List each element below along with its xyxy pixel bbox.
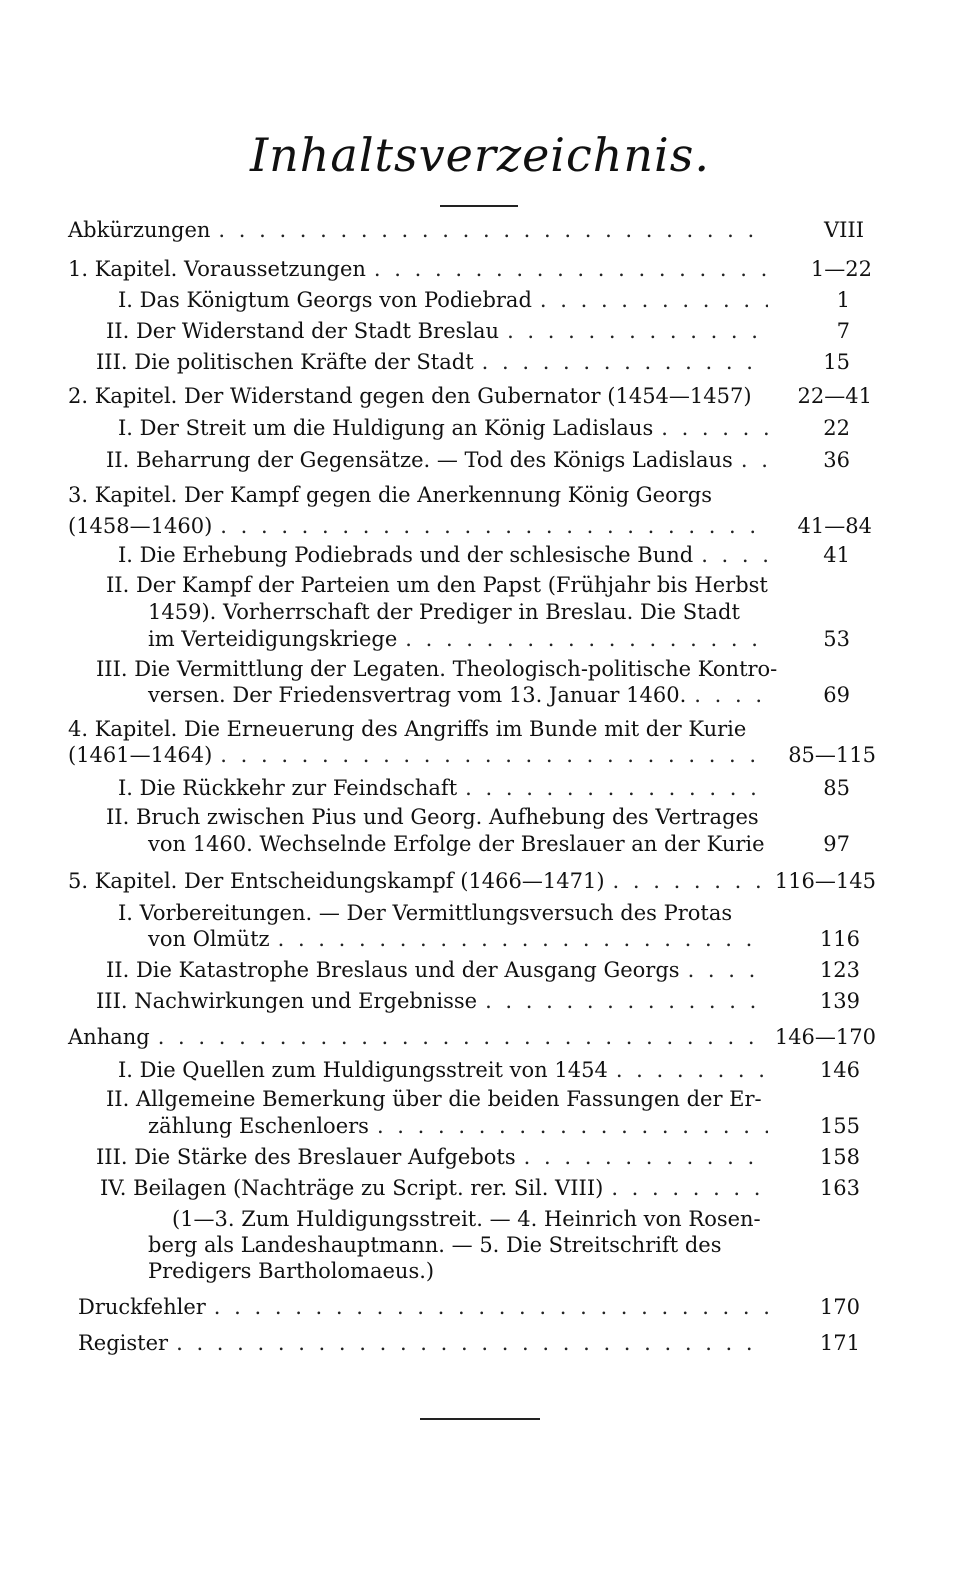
toc-entry-4-I[interactable] — [118, 773, 768, 804]
toc-label: 4. Kapitel. Die Erneuerung des Angriffs im Bunde mit der Kurie — [68, 717, 747, 741]
toc-page: 1—22 — [810, 257, 872, 281]
toc-page: 123 — [819, 958, 860, 982]
toc-label: I. Der Streit um die Huldigung an König Ladislaus — [118, 416, 654, 440]
toc-page: 1 — [836, 288, 850, 312]
toc-entry-3-II[interactable] — [148, 624, 768, 655]
toc-entry-kapitel-3[interactable] — [68, 511, 768, 542]
toc-label: II. Der Kampf der Parteien um den Papst (Frühjahr bis Herbst — [106, 573, 768, 597]
toc-entry-anhang-III[interactable] — [96, 1142, 768, 1173]
toc-page: 116—145 — [774, 869, 876, 893]
toc-entry-abkuerzungen[interactable] — [68, 215, 768, 246]
toc-entry-2-I[interactable] — [118, 413, 768, 444]
toc-label: Druckfehler — [78, 1295, 206, 1319]
toc-label: II. Beharrung der Gegensätze. — Tod des Königs Ladislaus — [106, 448, 733, 472]
toc-page: 7 — [836, 319, 850, 343]
toc-label: 2. Kapitel. Der Widerstand gegen den Gubernator (1454—1457) — [68, 384, 752, 408]
toc-label: 1. Kapitel. Voraussetzungen — [68, 257, 366, 281]
toc-page: 85 — [823, 776, 850, 800]
toc-entry-5-II[interactable] — [106, 955, 768, 986]
toc-entry-druckfehler[interactable] — [78, 1292, 768, 1323]
toc-label: II. Allgemeine Bemerkung über die beiden Fassungen der Er- — [106, 1087, 762, 1111]
toc-label: I. Die Rückkehr zur Feindschaft — [118, 776, 458, 800]
toc-page: 170 — [819, 1295, 860, 1319]
toc-entry-1-I[interactable] — [118, 285, 768, 316]
toc-page: 116 — [819, 927, 860, 951]
toc-label: III. Die Vermittlung der Legaten. Theologisch-politische Kontro- — [96, 657, 778, 681]
toc-sublist-cont: Predigers Bartholomaeus.) — [148, 1259, 435, 1283]
toc-entry-anhang-I[interactable] — [118, 1055, 768, 1086]
toc-page: 22—41 — [797, 384, 872, 408]
toc-label: Anhang — [68, 1025, 150, 1049]
toc-label: II. Der Widerstand der Stadt Breslau — [106, 319, 500, 343]
toc-sublist-cont: berg als Landeshauptmann. — 5. Die Streitschrift des — [148, 1233, 722, 1257]
toc-entry-1-III[interactable] — [96, 347, 768, 378]
toc-page: 41—84 — [797, 514, 872, 538]
toc-label: 3. Kapitel. Der Kampf gegen die Anerkennung König Georgs — [68, 483, 712, 507]
toc-page: 85—115 — [788, 743, 876, 767]
toc-page: VIII — [823, 218, 864, 242]
toc-entry-3-I[interactable] — [118, 540, 768, 571]
toc-page: 158 — [819, 1145, 860, 1169]
title-rule — [440, 205, 518, 207]
toc-entry-kapitel-5[interactable] — [68, 866, 768, 897]
toc-entry-anhang-II[interactable] — [148, 1111, 768, 1142]
toc-label: 5. Kapitel. Der Entscheidungskampf (1466—1471) — [68, 869, 605, 893]
toc-page: 22 — [823, 416, 850, 440]
toc-page: 146—170 — [774, 1025, 876, 1049]
toc-entry-4-II[interactable] — [148, 829, 768, 860]
toc-label: II. Die Katastrophe Breslaus und der Ausgang Georgs — [106, 958, 680, 982]
toc-label: III. Die politischen Kräfte der Stadt — [96, 350, 474, 374]
page-title: Inhaltsverzeichnis. — [250, 128, 710, 182]
toc-label: III. Nachwirkungen und Ergebnisse — [96, 989, 478, 1013]
toc-label-cont: (1461—1464) — [68, 743, 213, 767]
end-rule — [420, 1418, 540, 1420]
toc-entry-register[interactable] — [78, 1328, 768, 1359]
toc-label-cont: zählung Eschenloers — [148, 1114, 369, 1138]
toc-label-cont: 1459). Vorherrschaft der Prediger in Breslau. Die Stadt — [148, 600, 740, 624]
toc-label: IV. Beilagen (Nachträge zu Script. rer. Sil. VIII) — [100, 1176, 604, 1200]
toc-entry-5-I[interactable] — [148, 924, 768, 955]
toc-page: 146 — [819, 1058, 860, 1082]
toc-label: I. Die Erhebung Podiebrads und der schlesische Bund — [118, 543, 694, 567]
toc-entry-3-III[interactable] — [148, 680, 768, 711]
toc-label-cont: von Olmütz — [148, 927, 270, 951]
toc-entry-kapitel-1[interactable] — [68, 254, 768, 285]
toc-entry-anhang-IV[interactable] — [100, 1173, 768, 1204]
toc-page: 36 — [823, 448, 850, 472]
toc-label: I. Das Königtum Georgs von Podiebrad — [118, 288, 532, 312]
toc-page: 97 — [823, 832, 850, 856]
toc-label-cont: (1458—1460) — [68, 514, 213, 538]
toc-label: I. Vorbereitungen. — Der Vermittlungsversuch des Protas — [118, 901, 733, 925]
toc-page: 139 — [819, 989, 860, 1013]
toc-page: 53 — [823, 627, 850, 651]
toc-label: III. Die Stärke des Breslauer Aufgebots — [96, 1145, 516, 1169]
toc-label-cont: im Verteidigungskriege — [148, 627, 398, 651]
toc-label: Abkürzungen — [68, 218, 211, 242]
toc-label: I. Die Quellen zum Huldigungsstreit von 1454 — [118, 1058, 608, 1082]
toc-page: 155 — [819, 1114, 860, 1138]
toc-label: II. Bruch zwischen Pius und Georg. Aufhebung des Vertrages — [106, 805, 759, 829]
toc-entry-kapitel-2[interactable] — [68, 381, 768, 412]
toc-entry-anhang[interactable] — [68, 1022, 768, 1053]
toc-entry-kapitel-4[interactable] — [68, 740, 768, 771]
toc-label-cont: von 1460. Wechselnde Erfolge der Breslauer an der Kurie — [148, 832, 765, 856]
toc-label-cont: versen. Der Friedensvertrag vom 13. Januar 1460. — [148, 683, 687, 707]
toc-entry-1-II[interactable] — [106, 316, 768, 347]
toc-sublist: (1—3. Zum Huldigungsstreit. — 4. Heinrich von Rosen- — [172, 1207, 761, 1231]
toc-entry-5-III[interactable] — [96, 986, 768, 1017]
toc-page: 69 — [823, 683, 850, 707]
toc-page: 15 — [823, 350, 850, 374]
toc-label: Register — [78, 1331, 169, 1355]
toc-entry-2-II[interactable] — [106, 445, 768, 476]
toc-page: 163 — [819, 1176, 860, 1200]
toc-page: 171 — [819, 1331, 860, 1355]
toc-page: 41 — [823, 543, 850, 567]
